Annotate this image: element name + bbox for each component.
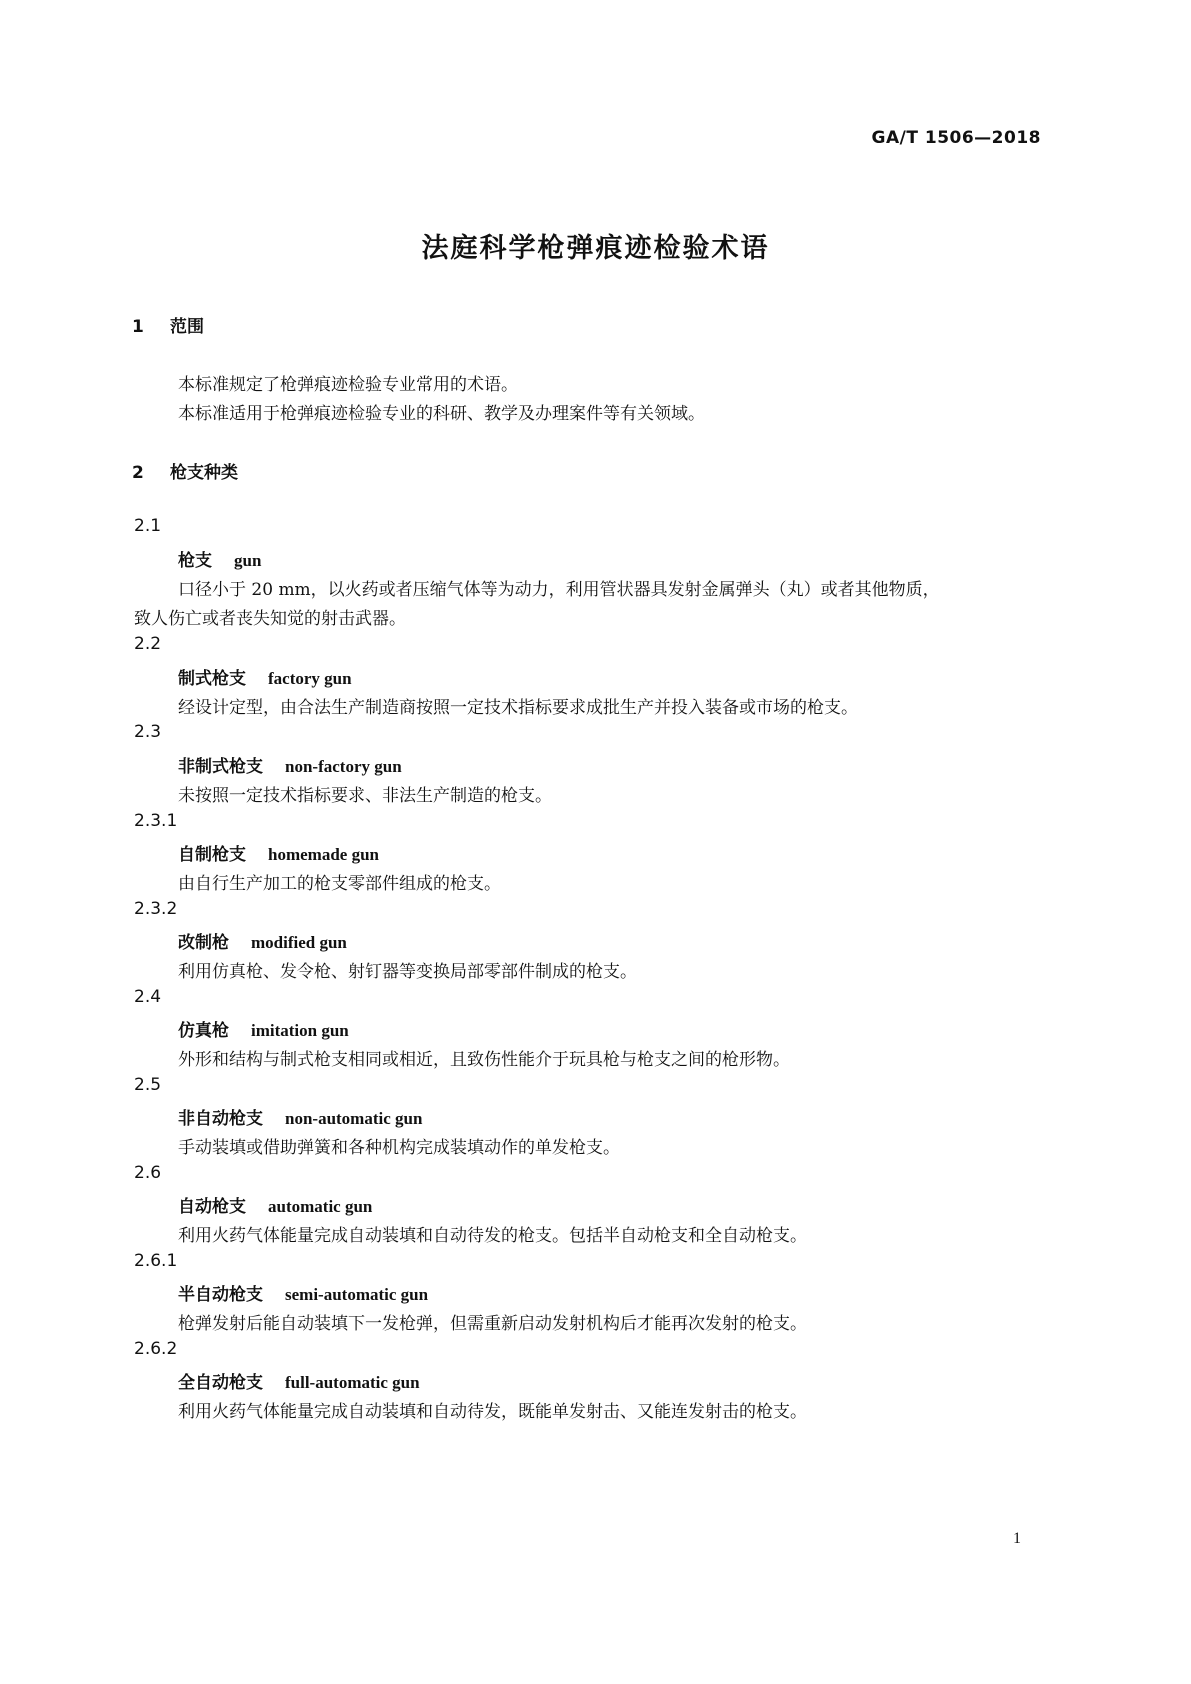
term (178, 752, 402, 777)
section-1-heading (132, 312, 204, 337)
definition: 利用火药气体能量完成自动装填和自动待发的枪支。包括半自动枪支和全自动枪支。 (178, 1226, 807, 1246)
term-en: modified gun (251, 933, 347, 952)
clause-number: 2.5 (134, 1075, 162, 1095)
term (178, 664, 352, 689)
term (178, 1368, 420, 1393)
term-zh: 半自动枪支 (178, 1285, 263, 1305)
term (178, 1016, 349, 1041)
term (178, 546, 261, 571)
term-en: automatic gun (268, 1197, 373, 1216)
clause-number: 2.1 (134, 516, 162, 536)
section-number: 2 (132, 463, 144, 483)
term-zh: 非制式枪支 (178, 757, 263, 777)
clause-number: 2.3 (134, 722, 162, 742)
term-zh: 制式枪支 (178, 669, 246, 689)
term-en: gun (234, 551, 262, 570)
term-zh: 改制枪 (178, 933, 229, 953)
clause-number: 2.3.1 (134, 811, 178, 831)
definition: 口径小于 20 mm，以火药或者压缩气体等为动力，利用管状器具发射金属弹头（丸）或者其他物质， (178, 580, 940, 600)
clause-number: 2.6 (134, 1163, 162, 1183)
term-en: full-automatic gun (285, 1373, 420, 1392)
term (178, 1280, 428, 1305)
term-zh: 全自动枪支 (178, 1373, 263, 1393)
term-en: non-factory gun (285, 757, 402, 776)
term-zh: 仿真枪 (178, 1021, 229, 1041)
term-en: semi-automatic gun (285, 1285, 429, 1304)
clause-number: 2.2 (134, 634, 162, 654)
term (178, 840, 379, 865)
section-number: 1 (132, 317, 144, 337)
paragraph: 本标准规定了枪弹痕迹检验专业常用的术语。 (178, 375, 518, 395)
clause-number: 2.6.2 (134, 1339, 178, 1359)
definition: 由自行生产加工的枪支零部件组成的枪支。 (178, 874, 501, 894)
term-en: non-automatic gun (285, 1109, 423, 1128)
definition: 枪弹发射后能自动装填下一发枪弹，但需重新启动发射机构后才能再次发射的枪支。 (178, 1314, 807, 1334)
clause-number: 2.6.1 (134, 1251, 178, 1271)
section-title: 枪支种类 (170, 463, 238, 483)
definition: 外形和结构与制式枪支相同或相近，且致伤性能介于玩具枪与枪支之间的枪形物。 (178, 1050, 790, 1070)
standard-code: GA/T 1506—2018 (871, 128, 1041, 148)
definition: 利用火药气体能量完成自动装填和自动待发，既能单发射击、又能连发射击的枪支。 (178, 1402, 807, 1422)
clause-number: 2.4 (134, 987, 162, 1007)
definition-continued: 致人伤亡或者丧失知觉的射击武器。 (134, 609, 406, 629)
definition: 手动装填或借助弹簧和各种机构完成装填动作的单发枪支。 (178, 1138, 620, 1158)
term-zh: 枪支 (178, 551, 212, 571)
term-zh: 非自动枪支 (178, 1109, 263, 1129)
term-en: imitation gun (251, 1021, 349, 1040)
term (178, 928, 347, 953)
document-title: 法庭科学枪弹痕迹检验术语 (421, 233, 770, 264)
term-en: factory gun (268, 669, 352, 688)
definition: 利用仿真枪、发令枪、射钉器等变换局部零部件制成的枪支。 (178, 962, 637, 982)
term-zh: 自动枪支 (178, 1197, 246, 1217)
section-title: 范围 (170, 317, 204, 337)
clause-number: 2.3.2 (134, 899, 178, 919)
definition: 经设计定型，由合法生产制造商按照一定技术指标要求成批生产并投入装备或市场的枪支。 (178, 698, 858, 718)
section-2-heading (132, 458, 238, 483)
definition: 未按照一定技术指标要求、非法生产制造的枪支。 (178, 786, 552, 806)
term (178, 1104, 422, 1129)
term-zh: 自制枪支 (178, 845, 246, 865)
term (178, 1192, 372, 1217)
page-number: 1 (1013, 1530, 1021, 1547)
paragraph: 本标准适用于枪弹痕迹检验专业的科研、教学及办理案件等有关领域。 (178, 404, 705, 424)
term-en: homemade gun (268, 845, 379, 864)
